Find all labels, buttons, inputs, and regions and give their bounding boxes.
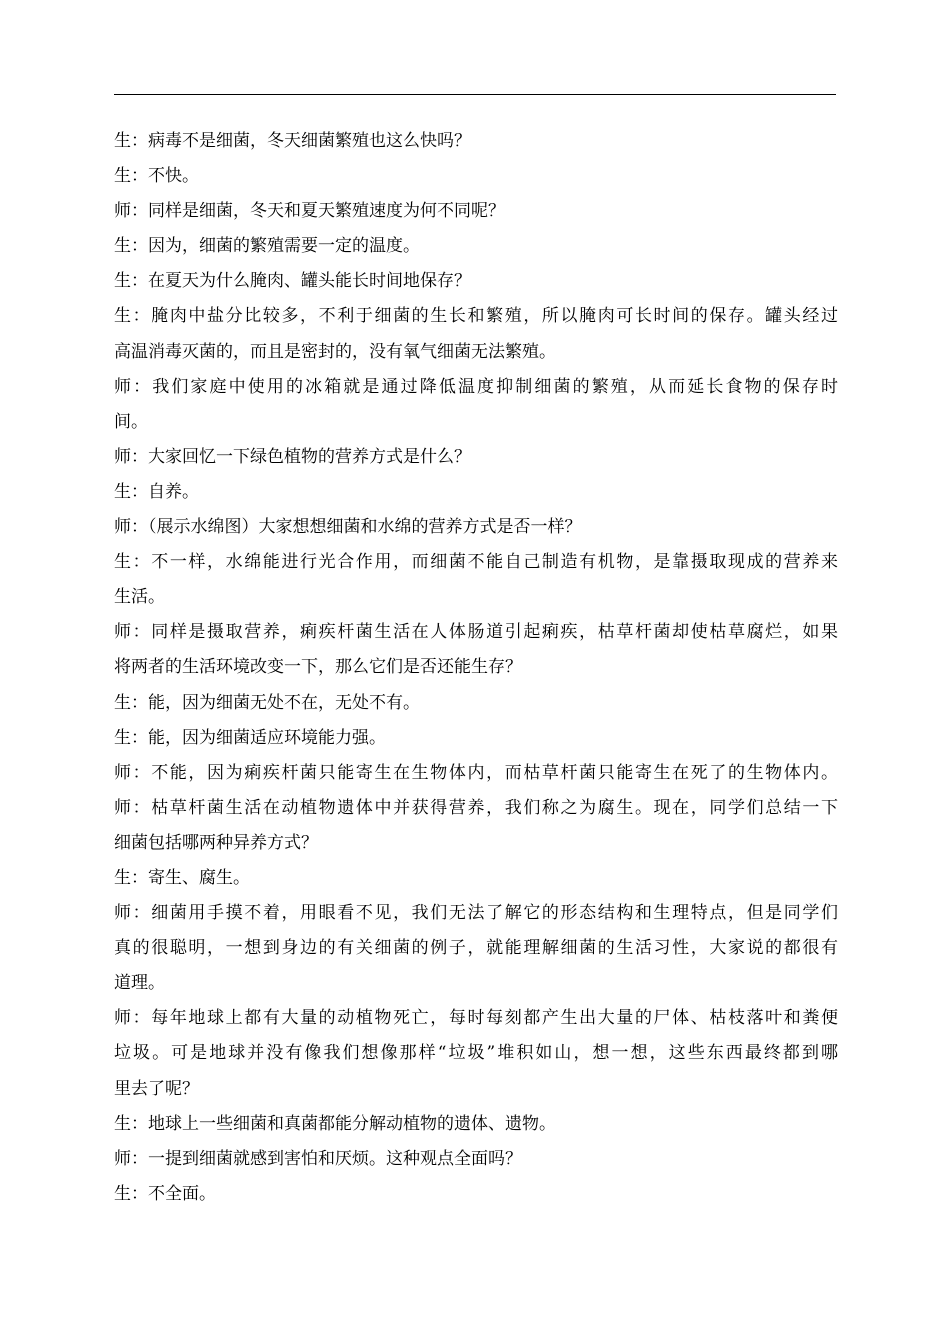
text-line: 生：不全面。 xyxy=(114,1183,216,1204)
text-line: 生：病毒不是细菌，冬天细菌繁殖也这么快吗？ xyxy=(114,131,471,151)
text-line: 生：能，因为细菌适应环境能力强。 xyxy=(114,727,386,748)
text-line: 师：大家回忆一下绿色植物的营养方式是什么？ xyxy=(114,446,471,467)
text-line: 师：我们家庭中使用的冰箱就是通过降低温度抑制细菌的繁殖，从而延长食物的保存时 xyxy=(114,376,838,397)
text-line: 生：腌肉中盐分比较多，不利于细菌的生长和繁殖，所以腌肉可长时间的保存。罐头经过 xyxy=(114,306,838,327)
text-line: 师：不能，因为痢疾杆菌只能寄生在生物体内，而枯草杆菌只能寄生在死了的生物体内。 xyxy=(114,762,838,783)
text-line: 生：地球上一些细菌和真菌都能分解动植物的遗体、遗物。 xyxy=(114,1113,556,1134)
text-line: 道理。 xyxy=(114,973,165,994)
text-line: 将两者的生活环境改变一下，那么它们是否还能生存？ xyxy=(114,657,522,678)
text-line: 高温消毒灭菌的，而且是密封的，没有氧气细菌无法繁殖。 xyxy=(114,341,556,362)
text-line: 生：能，因为细菌无处不在，无处不有。 xyxy=(114,692,420,713)
text-line: 师：枯草杆菌生活在动植物遗体中并获得营养，我们称之为腐生。现在，同学们总结一下 xyxy=(114,797,838,818)
body-text xyxy=(114,124,838,1212)
header-rule xyxy=(114,94,836,95)
text-line: 真的很聪明，一想到身边的有关细菌的例子，就能理解细菌的生活习性，大家说的都很有 xyxy=(114,938,838,959)
text-line: 师：每年地球上都有大量的动植物死亡，每时每刻都产生出大量的尸体、枯枝落叶和粪便 xyxy=(114,1008,838,1029)
text-line: 师：一提到细菌就感到害怕和厌烦。这种观点全面吗？ xyxy=(114,1148,522,1169)
text-line: 生：因为，细菌的繁殖需要一定的温度。 xyxy=(114,236,420,257)
text-line: 生：不快。 xyxy=(114,166,199,187)
text-line: 师：细菌用手摸不着，用眼看不见，我们无法了解它的形态结构和生理特点，但是同学们 xyxy=(114,903,838,924)
text-line: 生：寄生、腐生。 xyxy=(114,867,250,888)
text-line: 生：不一样，水绵能进行光合作用，而细菌不能自己制造有机物，是靠摄取现成的营养来 xyxy=(114,552,838,573)
text-line: 生活。 xyxy=(114,587,165,608)
text-line: 生：在夏天为什么腌肉、罐头能长时间地保存？ xyxy=(114,271,471,292)
text-line: 生：自养。 xyxy=(114,481,199,502)
text-line: 师：（展示水绵图）大家想想细菌和水绵的营养方式是否一样？ xyxy=(114,517,582,538)
text-line: 细菌包括哪两种异养方式？ xyxy=(114,832,318,853)
text-line: 师：同样是细菌，冬天和夏天繁殖速度为何不同呢？ xyxy=(114,201,505,222)
text-line: 师：同样是摄取营养，痢疾杆菌生活在人体肠道引起痢疾，枯草杆菌却使枯草腐烂，如果 xyxy=(114,622,838,643)
text-line: 间。 xyxy=(114,411,148,432)
text-line: 里去了呢？ xyxy=(114,1078,199,1099)
text-line: 垃圾。可是地球并没有像我们想像那样“垃圾”堆积如山，想一想，这些东西最终都到哪 xyxy=(114,1043,838,1064)
